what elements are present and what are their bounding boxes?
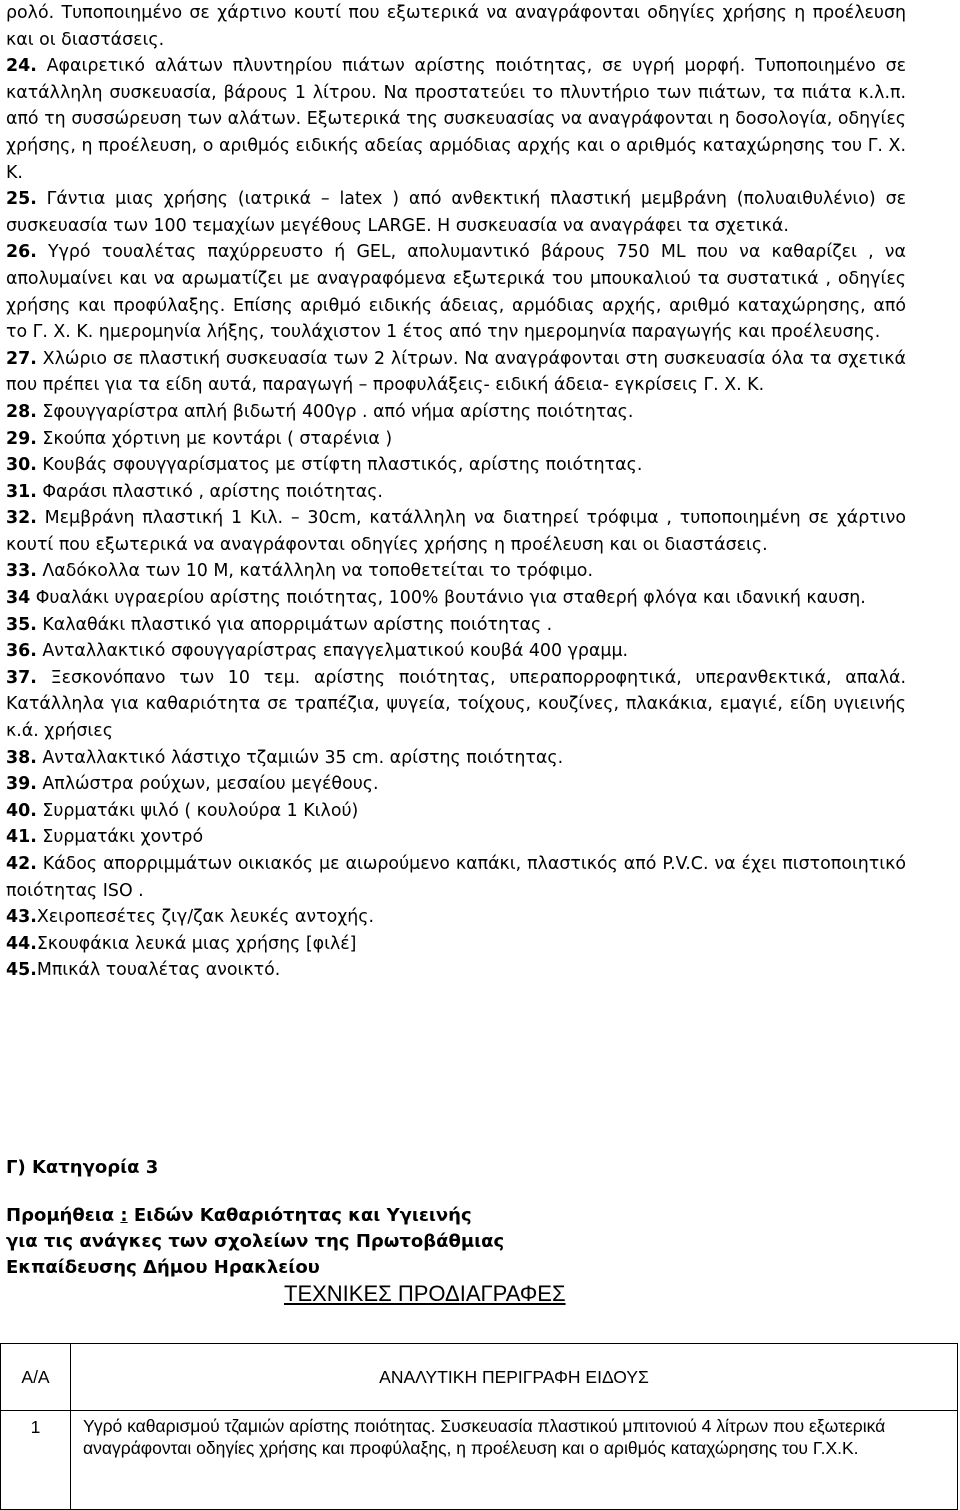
specifications-table (0, 1343, 958, 1510)
item-number: 25. (6, 189, 37, 210)
item-number: 39. (6, 774, 37, 795)
list-item (6, 239, 906, 345)
item-text: Λαδόκολλα των 10 Μ, κατάλληλη να τοποθετείται το τρόφιμο. (36, 561, 593, 582)
list-item (6, 665, 906, 745)
list-item (6, 771, 906, 798)
item-number: 38. (6, 747, 37, 768)
item-number: 42. (6, 854, 37, 874)
item-text: Φαράσι πλαστικό , αρίστης ποιότητας. (36, 481, 383, 502)
item-text: Κάδος απορριμμάτων οικιακός με αιωρούμενο καπάκι, πλαστικός από P.V.C. να έχει πιστοποιητικό ποιότητας ISO . (6, 854, 906, 901)
list-item (6, 426, 906, 453)
list-item (6, 745, 906, 772)
item-text: Μπικάλ τουαλέτας ανοικτό. (36, 960, 281, 981)
list-item (6, 452, 906, 479)
item-number: 37. (6, 667, 37, 688)
item-text: Αφαιρετικό αλάτων πλυντηρίου πιάτων αρίστης ποιότητας, σε υγρή μορφή. Τυποποιημένο σε κατάλληλη συσκευασία, βάρους 1 λίτρου. Να προστατεύει το πλυντήριο των πιάτων, τα πιάτα κ.λ.π. από τη συσσώρευση των αλάτων. Εξωτερικά της συσκευασίας να αναγράφονται η δοσολογία, οδηγίες χρήσης, η προέλευση, ο αριθμός ειδικής αδείας αρμόδιας αρχής και ο αριθμός καταχώρησης του Γ. Χ. Κ. (6, 56, 906, 183)
item-number: 31. (6, 481, 37, 502)
item-number: 24. (6, 56, 37, 77)
item-text: Σφουγγαρίστρα απλή βιδωτή 400γρ . από νήμα αρίστης ποιότητας. (36, 401, 634, 422)
column-header-aa: Α/Α (1, 1344, 71, 1411)
item-number: 30. (6, 455, 37, 476)
list-item (6, 505, 906, 558)
list-item (6, 558, 906, 585)
table-header-row (1, 1344, 958, 1411)
item-text: Υγρό τουαλέτας παχύρρευστο ή GEL, απολυμαντικό βάρους 750 ML που να καθαρίζει , να απολυμαίνει και να αρωματίζει με αναγραφόμενα εξωτερικά του μπουκαλιού τα συστατικά , οδηγίες χρήσης και προφύλαξης. Επίσης αριθμό ειδικής άδειας, αρμόδιας αρχής, αριθμό καταχώρησης, από το Γ. Χ. Κ. ημερομηνία λήξης, τουλάχιστον 1 έτος από την ημερομηνία παραγωγής και προέλευσης. (6, 242, 906, 343)
item-text: Γάντια μιας χρήσης (ιατρικά – latex ) από ανθεκτική πλαστική μεμβράνη (πολυαιθυλένιο) σε συσκευασία των 100 τεμαχίων μεγέθους LARGE. Η συσκευασία να αναγράφει τα σχετικά. (6, 189, 906, 236)
item-text: Ανταλλακτικό λάστιχο τζαμιών 35 cm. αρίστης ποιότητας. (36, 747, 564, 768)
list-item (6, 638, 906, 665)
procurement-heading (6, 1203, 504, 1281)
row-description: Υγρό καθαρισμού τζαμιών αρίστης ποιότητας. Συσκευασία πλαστικού μπιτονιού 4 λίτρων που εξωτερικά αναγράφονται οδηγίες χρήσης και προφύλαξης, η προέλευση και ο αριθμός καταχώρησης του Γ.Χ.Κ. (71, 1411, 958, 1510)
list-item (6, 612, 906, 639)
item-number: 36. (6, 641, 37, 662)
item-number: 45. (6, 960, 37, 981)
list-item (6, 931, 906, 958)
item-text: Απλώστρα ρούχων, μεσαίου μεγέθους. (36, 774, 379, 795)
list-item (6, 186, 906, 239)
item-text: Χλώριο σε πλαστική συσκευασία των 2 λίτρων. Να αναγράφονται στη συσκευασία όλα τα σχετικά που πρέπει για τα είδη αυτά, παραγωγή – προφυλάξεις- ειδική άδεια- εγκρίσεις Γ. Χ. Κ. (6, 348, 906, 396)
list-item (6, 53, 906, 186)
item-number: 28. (6, 401, 37, 422)
item-text: Καλαθάκι πλαστικό για απορριμάτων αρίστης ποιότητας . (36, 614, 553, 635)
item-number: 35. (6, 614, 37, 635)
procurement-subject: Ειδών Καθαριότητας και Υγιεινής (127, 1205, 472, 1226)
item-number: 34 (6, 588, 31, 609)
item-number: 29. (6, 428, 37, 449)
row-number: 1 (1, 1411, 71, 1510)
item-text: Συρματάκι χοντρό (36, 827, 204, 848)
list-item (6, 0, 906, 53)
table-row (1, 1411, 958, 1510)
item-number: 33. (6, 561, 37, 582)
item-number: 40. (6, 800, 37, 821)
list-item (6, 904, 906, 931)
list-item (6, 798, 906, 825)
item-text: ρολό. Τυποποιημένο σε χάρτινο κουτί που εξωτερικά να αναγράφονται οδηγίες χρήσης η προέλευση και οι διαστάσεις. (6, 3, 906, 50)
item-number: 43. (6, 907, 37, 928)
procurement-line-2: για τις ανάγκες των σχολείων της Πρωτοβάθμιας (6, 1231, 505, 1252)
item-number: 32. (6, 508, 37, 529)
procurement-line-3: Εκπαίδευσης Δήμου Ηρακλείου (6, 1257, 320, 1278)
technical-specifications-title: ΤΕΧΝΙΚΕΣ ΠΡΟΔΙΑΓΡΑΦΕΣ (284, 1281, 566, 1306)
list-item (6, 399, 906, 426)
column-header-description: ΑΝΑΛΥΤΙΚΗ ΠΕΡΙΓΡΑΦΗ ΕΙΔΟΥΣ (71, 1344, 958, 1411)
item-text: Σκουφάκια λευκά μιας χρήσης [φιλέ] (36, 933, 357, 954)
procurement-line-1 (6, 1203, 504, 1229)
item-text: Σκούπα χόρτινη με κοντάρι ( σταρένια ) (36, 428, 393, 449)
specifications-list (6, 0, 906, 984)
item-number: 27. (6, 348, 37, 369)
list-item (6, 824, 906, 851)
item-number: 26. (6, 242, 37, 263)
list-item (6, 346, 906, 399)
item-text: Ανταλλακτικό σφουγγαρίστρας επαγγελματικού κουβά 400 γραμμ. (36, 641, 629, 662)
list-item (6, 957, 906, 984)
item-number: 44. (6, 933, 37, 954)
list-item (6, 585, 906, 612)
list-item (6, 851, 906, 904)
category-heading: Γ) Κατηγορία 3 (6, 1157, 159, 1178)
item-text: Ξεσκονόπανο των 10 τεμ. αρίστης ποιότητας, υπεραπορροφητικά, υπερανθεκτικά, απαλά. Κατάλληλα για καθαριότητα σε τραπέζια, ψυγεία, τοίχους, κουζίνες, πλακάκια, εμαγιέ, είδη υγιεινής κ.ά. χρήσιες (6, 667, 906, 742)
item-text: Χειροπεσέτες ζιγ/ζακ λευκές αντοχής. (36, 907, 375, 928)
item-text: Συρματάκι ψιλό ( κουλούρα 1 Κιλού) (36, 800, 359, 821)
list-item (6, 479, 906, 506)
item-number: 41. (6, 827, 37, 848)
procurement-label: Προμήθεια (6, 1205, 115, 1226)
item-text: Φυαλάκι υγραερίου αρίστης ποιότητας, 100% βουτάνιο για σταθερή φλόγα και ιδανική καυση. (30, 588, 866, 609)
procurement-colon: : (120, 1205, 128, 1226)
item-text: Κουβάς σφουγγαρίσματος με στίφτη πλαστικός, αρίστης ποιότητας. (36, 455, 643, 476)
item-text: Μεμβράνη πλαστική 1 Κιλ. – 30cm, κατάλληλη να διατηρεί τρόφιμα , τυποποιημένη σε χάρτινο κουτί που εξωτερικά να αναγράφονται οδηγίες χρήσης η προέλευση και οι διαστάσεις. (6, 508, 906, 555)
